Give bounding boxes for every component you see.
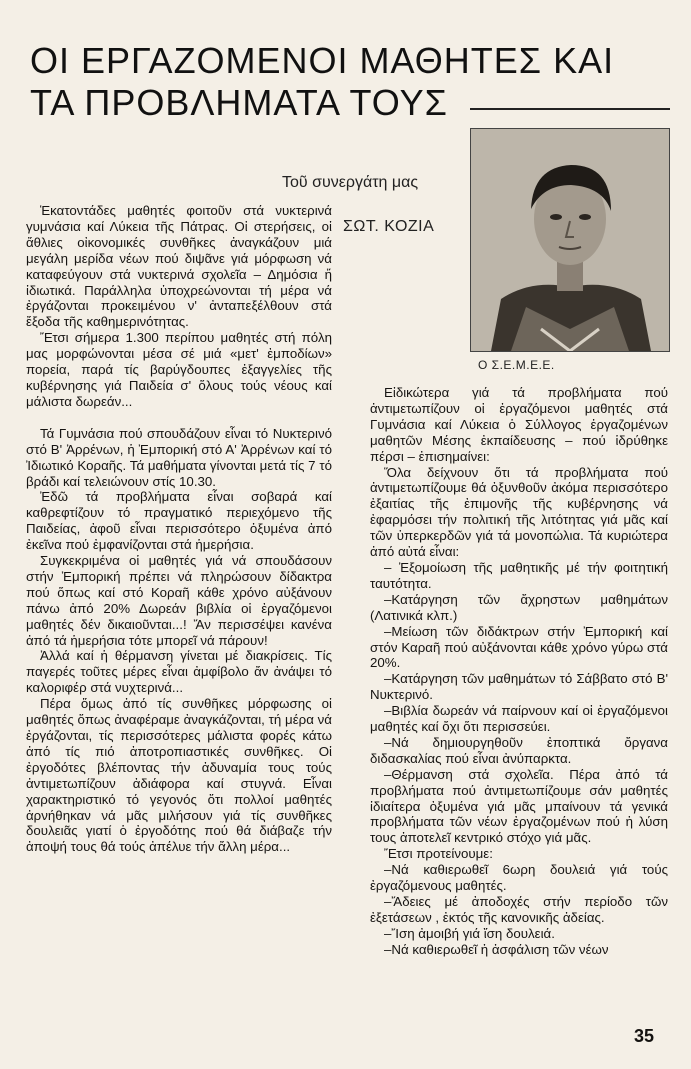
left-column: [26, 203, 332, 855]
list-item: –Νά καθιερωθεῖ ἡ ἀσφάλιση τῶν νέων: [384, 941, 609, 957]
list-item: –Μείωση τῶν διδάκτρων στήν Ἐμπορική καί στόν Καραῆ πού αὐξάνονται κάθε χρόνο γύρω στά 20%.: [370, 623, 668, 671]
paragraph: Ἔτσι προτείνουμε:: [384, 846, 493, 862]
list-item: –Ἄδειες μέ ἀποδοχές στήν περίοδο τῶν ἐξετάσεων , ἐκτός τῆς κανονικῆς ἀδείας.: [370, 894, 668, 925]
title-line-2: ΤΑ ΠΡΟΒΛΗΜΑΤΑ ΤΟΥΣ: [30, 82, 448, 123]
list-item: –Κατάργηση τῶν ἄχρηστων μαθημάτων (Λατινικά κλπ.): [370, 591, 668, 623]
paragraph: Εἰδικώτερα γιά τά προβλήματα πού ἀντιμετωπίζουν οἱ ἐργαζόμενοι μαθητές στά Γυμνάσια καί Λύκεια ὁ Σύλλογος ἐργαζομένων μαθητῶν Μέσης ἐκπαίδευσης – πού ἱδρύθηκε πέρσι – ἐπισημαίνει:: [370, 385, 668, 464]
list-item: –Θέρμανση στά σχολεῖα. Πέρα ἀπό τά προβλήματα πού ἀντιμετωπίζουμε σάν μαθητές ἰδιαίτερα ὀξυμένα γιά μᾶς μπαίνουν τά γενικά προβλήματα τῶν νέων ἐργαζομένων πού ἡ λύση τους ἀποτελεῖ κεντρικό στόχο γιά μᾶς.: [370, 766, 668, 846]
paragraph: Ἔτσι σήμερα 1.300 περίπου μαθητές στή πόλη μας μορφώνονται μέσα σέ μιά «μετ' ἐμποδίων» πορεία, παρά τίς βαρύγδουπες ἐξαγγελίες τῆς κυβέρνησης γιά Παιδεία σ' ὅλους τούς νέους καί μάλιστα δωρεάν...: [26, 330, 332, 409]
paragraph: Ἀλλά καί ἡ θέρμανση γίνεται μέ διακρίσεις. Τίς παγερές τοῦτες μέρες εἶναι ἀμφίβολο ἄν ἀνάψει τό καλοριφέρ στά νυχτερινά...: [26, 648, 332, 696]
title-rule: [470, 108, 670, 110]
paragraph: Ἐδῶ τά προβλήματα εἶναι σοβαρά καί καθρεφτίζουν τό πραγματικό περιεχόμενο τῆς Παιδείας, ἀφοῦ εἶναι περισσότερο ὀξυμένα ἀπό ἐκεῖνα πού ἐμφανίζονται στά ἡμερήσια.: [26, 489, 332, 553]
list-item: – Ἐξομοίωση τῆς μαθητικῆς μέ τήν φοιτητική ταυτότητα.: [370, 559, 668, 591]
list-item: –Ἴση ἀμοιβή γιά ἴση δουλειά.: [384, 925, 555, 941]
list-item: –Κατάργηση τῶν μαθημάτων τό Σάββατο στό Β' Νυκτερινό.: [370, 671, 668, 703]
article-title: [30, 40, 670, 124]
photo-caption: Ο Σ.Ε.Μ.Ε.Ε.: [478, 358, 555, 372]
portrait-illustration: [471, 129, 669, 351]
list-item: –Βιβλία δωρεάν νά παίρνουν καί οἱ ἐργαζόμενοι μαθητές καί ὄχι ὅτι περισσεύει.: [370, 703, 668, 735]
page-number: 35: [634, 1026, 655, 1046]
paragraph: Ὅλα δείχνουν ὅτι τά προβλήματα πού ἀντιμετωπίζουμε θά ὀξυνθοῦν ἀκόμα περισσότερο ἐξαιτίας τῆς ἐπιμονῆς τῆς κυβέρνησης νά ἐφαρμόσει τήν πολιτική τῆς λιτότητας γιά μᾶς καί τῶν ὑπερκερδῶν γιά τά μονοπώλια. Τά κυριώτερα ἀπό αὐτά εἶναι:: [370, 464, 668, 560]
portrait-photo: [470, 128, 670, 352]
byline: Τοῦ συνεργάτη μας: [282, 174, 419, 191]
list-item: –Νά δημιουργηθοῦν ἐποπτικά ὄργανα διδασκαλίας πού εἶναι ἀνύπαρκτα.: [370, 734, 668, 766]
paragraph: Συγκεκριμένα οἱ μαθητές γιά νά σπουδάσουν στήν Ἐμπορική πρέπει νά πληρώσουν δίδακτρα πού ὅπως καί στό Κοραῆ κάθε χρόνο αὐξάνουν πάνω ἀπό 20% Δωρεάν βιβλία οἱ ἐργαζόμενοι μαθητές δέν δικαιοῦνται...! Ἄν περισσέψει κανένα ἀπό τά ἡμερήσια τότε μπορεῖ νά πάρουν!: [26, 553, 332, 648]
paragraph: Ἑκατοντάδες μαθητές φοιτοῦν στά νυκτερινά γυμνάσια καί Λύκεια τῆς Πάτρας. Οἱ στερήσεις, οἱ ἄθλιες οἰκονομικές συνθῆκες ἀναγκάζουν μιά μεγάλη μερίδα νέων πού διψᾶνε γιά μόρφωση νά καταφεύγουν στά νυκτερινά σχολεῖα – Δημόσια ἤ ἰδιωτικά. Παράλληλα ὑποχρεώνονται τή μέρα νά ἐργάζονται προκειμένου ν' ἀνταπεξέλθουν στά ἔξοδα τῆς καθημερινότητας.: [26, 203, 332, 330]
list-item: –Νά καθιερωθεῖ 6ωρη δουλειά γιά τούς ἐργαζόμενους μαθητές.: [370, 862, 668, 894]
title-line-1: ΟΙ ΕΡΓΑΖΟΜΕΝΟΙ ΜΑΘΗΤΕΣ ΚΑΙ: [30, 40, 615, 81]
right-column: [370, 385, 668, 958]
author-name: ΣΩΤ. ΚΟΖΙΑ: [343, 218, 435, 235]
paragraph: Τά Γυμνάσια πού σπουδάζουν εἶναι τό Νυκτερινό στό Β' Ἀρρένων, ἡ Ἐμπορική στό Α' Ἀρρένων καί τό Ἰδιωτικό Κοραῆς. Τά μαθήματα γίνονται μετά τίς 7 τό βράδι καί τελειώνουν στίς 10.30.: [26, 425, 332, 489]
paragraph: Πέρα ὅμως ἀπό τίς συνθῆκες μόρφωσης οἱ μαθητές ὅπως ἀναφέραμε ἀναγκάζονται, τή μέρα νά ἐργάζονται, τίς περισσότερες μάλιστα φορές κάτω ἀπό τίς πιό ἀποτροπιαστικές συνθῆκες. Οἱ ἐργοδότες βλέποντας τήν ἀδυναμία τους τούς ἀντιμετωπίζουν ἀδιάφορα καί στυγνά. Εἶναι χαρακτηριστικό τό γεγονός ὅτι πολλοί μαθητές ἀρνήθηκαν νά μᾶς μιλήσουν γιά τίς συνθῆκες δουλειᾶς γιατί ὁ ἐργοδότης πού θά διάβαζε τήν ἀποψή τους θά τούς ἀπέλυε τήν ἄλλη μέρα...: [26, 696, 332, 855]
